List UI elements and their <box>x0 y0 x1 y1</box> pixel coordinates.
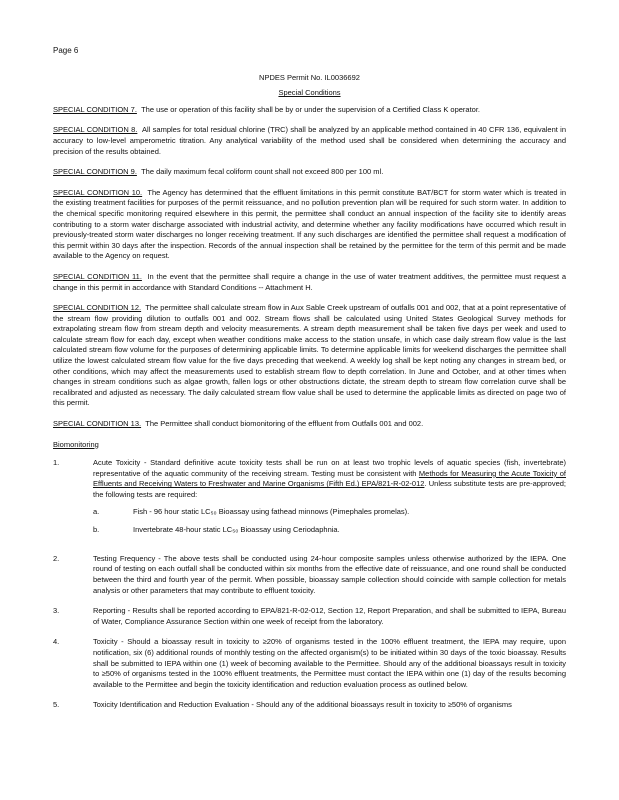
biomonitoring-item-2 <box>53 554 566 596</box>
biomonitoring-item-3 <box>53 606 566 627</box>
condition-text: The Agency has determined that the effluent limitations in this permit constitute BAT/BCT for storm water which is treated in the existing treatment facilities for purposes of the permit reissuance, and no pollution prevention plan will be required for such storm water. In addition to the chemical specific monitoring required elsewhere in this permit, the permittee shall conduct an annual inspection of the facility site to identify areas contributing to a storm water discharge associated with industrial activity, and determine whether any facility modifications have occurred which result in previously-treated storm water discharges no longer receiving treatment. If any such discharges are identified the permittee shall request a modification of this permit within 30 days after the inspection. Records of the annual inspection shall be retained by the permittee for the term of this permit and be made available to the Agency on request. <box>53 187 566 261</box>
biomonitoring-heading: Biomonitoring <box>53 439 99 449</box>
condition-label: SPECIAL CONDITION 8. <box>53 125 138 135</box>
item-number: 5. <box>53 700 60 710</box>
sub-item-letter: a. <box>93 506 100 516</box>
special-condition-12 <box>53 303 566 409</box>
page-number: Page 6 <box>53 46 79 55</box>
sub-item-text: Invertebrate 48-hour static LC₅₀ Bioassay using Ceriodaphnia. <box>133 525 340 535</box>
biomonitoring-item-5 <box>53 700 566 711</box>
item-number: 1. <box>53 458 60 468</box>
special-condition-10 <box>53 188 566 262</box>
sub-item-letter: b. <box>93 525 100 535</box>
section-heading: Special Conditions <box>278 88 341 98</box>
condition-text: All samples for total residual chlorine (TRC) shall be analyzed by an applicable method contained in 40 CFR 136, equivalent in accuracy to low-level amperometric titration. Any analytical variability of the method used shall be considered when determining the accuracy and precision of the results obtained. <box>53 125 567 156</box>
sub-item-a <box>93 507 566 518</box>
condition-text: The daily maximum fecal coliform count shall not exceed 800 per 100 ml. <box>141 167 384 177</box>
item-text: Reporting - Results shall be reported according to EPA/821-R-02-012, Section 12, Report Preparation, and shall be submitted to IEPA, Bureau of Water, Compliance Assurance Section within one week of receipt from the laboratory. <box>93 606 566 626</box>
special-condition-13 <box>53 419 566 430</box>
special-condition-8 <box>53 125 566 157</box>
item-text: Acute Toxicity - Standard definitive acute toxicity tests shall be run on at least two trophic levels of aquatic species (fish, invertebrate) representative of the aquatic community of the receiving stream. Testing must be consistent with <box>93 458 566 478</box>
special-condition-11 <box>53 272 566 293</box>
condition-text: The use or operation of this facility shall be by or under the supervision of a Certified Class K operator. <box>141 104 481 114</box>
sub-item-b <box>93 525 566 536</box>
condition-text: The Permittee shall conduct biomonitoring of the effluent from Outfalls 001 and 002. <box>145 419 424 429</box>
item-text: Toxicity - Should a bioassay result in toxicity to ≥20% of organisms tested in the 100% effluent treatment, the IEPA may require, upon notification, six (6) additional rounds of monthly testing on the affected organism(s) to be initiated within 30 days of the toxic bioassay. Results shall be submitted to IEPA within one (1) week of becoming available to the Permittee. Should any of the additional bioassays result in toxicity to ≥50% of organisms tested in the 100% effluent treatments, the Permittee must contact the IEPA within one (1) day of the results becoming available to the Permittee and begin the toxicity identification and reduction evaluation process as outlined below. <box>93 637 566 689</box>
item-number: 2. <box>53 553 60 563</box>
permit-number: NPDES Permit No. IL0036692 <box>259 72 360 82</box>
condition-text: The permittee shall calculate stream flow in Aux Sable Creek upstream of outfalls 001 and 002, that at a point representative of the stream flow providing dilution to outfalls 001 and 002. Stream flows shall be calculated using United States Geological Survey methods for extrapolating stream flow from stream depth and velocity measurements. A stream depth measurement shall be taken five days per week and used to calculate stream flow for each day, except when weather conditions make access to the station unsafe, in which case daily stream flow value is the last calculated stream flow volume for the purposes of determining applicable limits. To determine applicable limits for weekend discharges the permittee shall utilize the lowest calculated stream flow value for the five days preceding that weekend. A weekly log shall be kept noting any changes in stream bed, or other conditions, which may affect the measurements used to establish stream flow to depth correlation. In June and October, and at other times when changes in stream conditions such as algae growth, fallen logs or other obstructions dictate, the stream depth to stream flow correlation curve shall be recalibrated and adjusted as necessary. The daily calculated stream flow value shall be used to determine the applicable limits as directed on page two of this permit. <box>53 303 567 408</box>
condition-label: SPECIAL CONDITION 12. <box>53 303 142 313</box>
sub-item-text: Fish - 96 hour static LC₅₀ Bioassay using fathead minnows (Pimephales promelas). <box>133 506 410 516</box>
method-reference: Methods for Measuring the Acute Toxicity of Effluents and Receiving Waters to Freshwater and Marine Organisms (Fifth Ed.) EPA/821-R-02-012 <box>93 468 567 489</box>
biomonitoring-item-1 <box>53 458 566 544</box>
special-condition-7 <box>53 105 566 116</box>
condition-label: SPECIAL CONDITION 7. <box>53 104 137 114</box>
condition-label: SPECIAL CONDITION 10. <box>53 187 143 197</box>
item-text-tail: . Unless substitute tests are pre-approved; the following tests are required: <box>93 479 566 499</box>
biomonitoring-item-4 <box>53 637 566 690</box>
condition-label: SPECIAL CONDITION 9. <box>53 167 137 177</box>
condition-text: In the event that the permittee shall require a change in the use of water treatment additives, the permittee must request a change in this permit in accordance with Standard Conditions -- Attachment H. <box>53 271 566 292</box>
item-number: 4. <box>53 637 60 647</box>
special-condition-9 <box>53 167 566 178</box>
item-number: 3. <box>53 606 60 616</box>
condition-label: SPECIAL CONDITION 11. <box>53 271 142 281</box>
condition-label: SPECIAL CONDITION 13. <box>53 419 142 429</box>
item-text: Testing Frequency - The above tests shall be conducted using 24-hour composite samples unless otherwise authorized by the IEPA. One round of testing on each outfall shall be conducted within six months from the effective date of reissuance, and one round shall be conducted between the third and fourth year of the permit. When possible, bioassay sample collection should coincide with sample collection for metals analysis or other parameters that may contribute to effluent toxicity. <box>93 553 566 595</box>
item-text: Toxicity Identification and Reduction Evaluation - Should any of the additional bioassays result in toxicity to ≥50% of organisms <box>93 700 512 710</box>
